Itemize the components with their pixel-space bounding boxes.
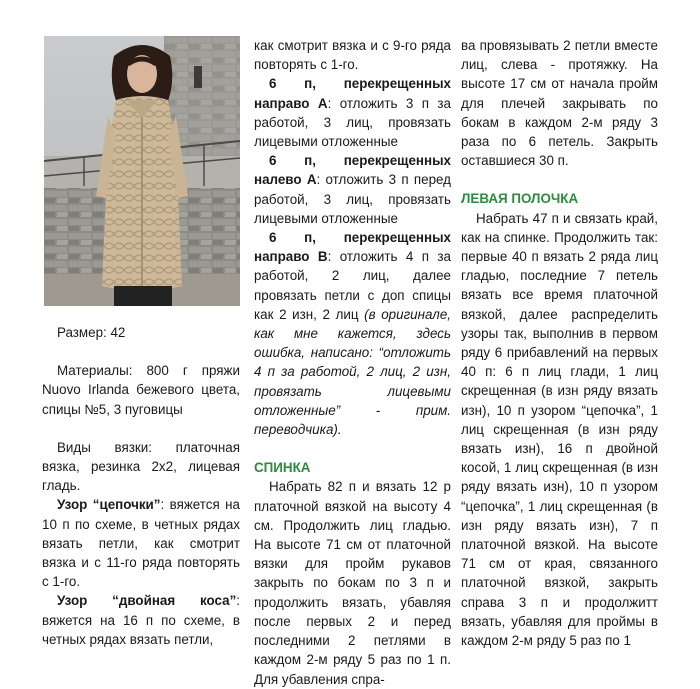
left-front-instructions-text: Набрать 47 п и связать край, как на спинке. Продолжить так: первые 40 п вязать 2 ряда лиц гладью, последние 7 петель вязать все время платочной вязкой, далее распределить узоры так, выполнив в первом ряду 6 прибавлений на первых 40 п: 6 п лиц глади, 1 лиц скрещенная (в изн ряду вязать изн), 10 п узором “цепочка”, 1 лиц скрещенная (в изн ряду вязать изн), 16 п двойной косой, 1 лиц скрещенная (в изн ряду вязать изн), 10 п узором “цепочка”, 1 лиц скрещенная (в изн ряду вязать изн), 7 п платочной вязкой. На высоте 71 см от края, связанного платочной вязкой, закрыть справа 3 п и продолжитт вязать, убавляя для проймы в каждом 2-м ряду 5 раз по 1 bbox=[461, 210, 658, 649]
model-photo bbox=[44, 36, 240, 306]
kosa-desc: : вяжется на 16 п по схеме, в четных рядах вязать петли, bbox=[42, 593, 240, 647]
kosa-term: Узор “двойная коса” bbox=[57, 593, 237, 609]
cross-left-a-text bbox=[254, 151, 451, 228]
cepochka-term: Узор “цепочки” bbox=[57, 497, 161, 513]
translator-note: (в оригинале, как мне кажется, здесь ошибка, написано: “отложить 4 п за работой, 2 лиц, 2 изн, провязать лицевыми отложенные” - прим. переводчика). bbox=[254, 306, 452, 438]
cross-right-a-term: 6 п, перекрещенных направо А bbox=[254, 76, 451, 111]
cross-right-b-term: 6 п, перекрещенных направо В bbox=[254, 230, 451, 265]
section-heading-left-front: ЛЕВАЯ ПОЛОЧКА bbox=[461, 191, 579, 207]
cepochka-desc: : вяжется на 10 п по схеме, в четных рядах вязать петли, как смотрит вязка и с 11-го ряда повторять с 1-го. bbox=[42, 497, 240, 590]
column-2 bbox=[254, 36, 451, 689]
cepochka-pattern-text bbox=[42, 495, 240, 591]
cross-right-a-desc: : отложить 3 п за работой, 3 лиц, провязать лицевыми отложенные bbox=[254, 95, 451, 150]
column-3 bbox=[461, 36, 658, 650]
section-heading-back: СПИНКА bbox=[254, 460, 311, 476]
cross-right-b-text bbox=[254, 228, 451, 439]
size-text: Размер: 42 bbox=[57, 325, 126, 340]
back-continued-text: ва провязывать 2 петли вместе лиц, слева - протяжку. На высоте 17 см от начала пройм для плечей закрывать по бокам в каждом 2-м ряду 3 раза по 6 петель. Закрыть оставшиеся 30 п. bbox=[461, 38, 658, 169]
cross-left-a-desc: : отложить 3 п перед работой, 3 лиц, провязать лицевыми отложенные bbox=[254, 172, 451, 226]
knit-types-text: Виды вязки: платочная вязка, резинка 2х2, лицевая гладь. bbox=[42, 439, 240, 494]
cross-left-a-term: 6 п, перекрещенных налево А bbox=[254, 153, 451, 188]
column-1 bbox=[42, 36, 240, 649]
cross-right-b-desc: : отложить 4 п за работой, 2 лиц, далее провязать петли с доп спицы как 2 изн, 2 лиц bbox=[254, 249, 451, 322]
col2-intro-text: как смотрит вязка и с 9-го ряда повторять с 1-го. bbox=[254, 38, 451, 73]
kosa-pattern-text bbox=[42, 591, 240, 649]
materials-text: Материалы: 800 г пряжи Nuovo Irlanda бежевого цвета, спицы №5, 3 пуговицы bbox=[42, 363, 240, 417]
back-instructions-text: Набрать 82 п и вязать 12 р платочной вязкой на высоту 4 см. Продолжить лиц гладью. На высоте 71 см от платочной вязки для пройм рукавов закрыть по бокам по 3 п и продолжить вязать, убавляя после первых 2 и перед последними 2 петлями в каждом 2-м ряду 5 раз по 1 п. Для убавления спра- bbox=[254, 479, 451, 687]
cross-right-a-text bbox=[254, 74, 451, 151]
